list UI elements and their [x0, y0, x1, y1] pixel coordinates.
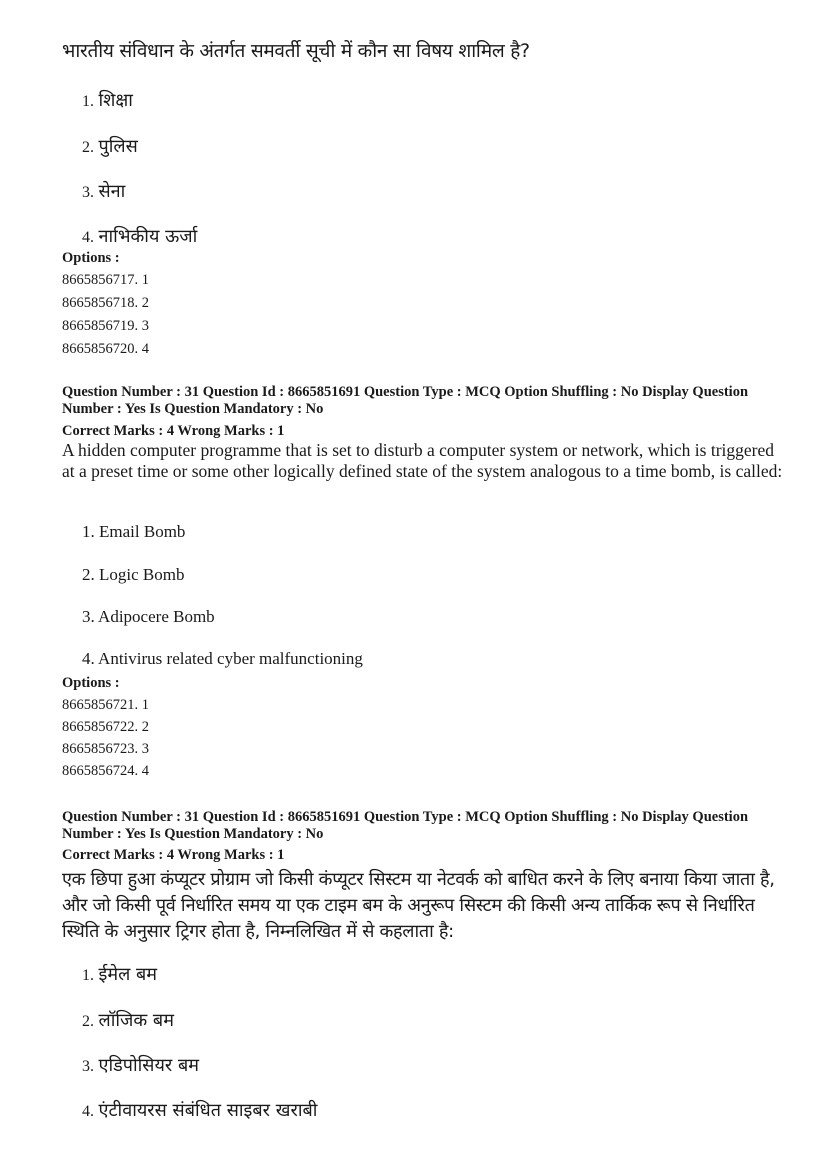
question-meta-line: Question Number : 31 Question Id : 8665851691 Question Type : MCQ Option Shuffling : No Display Question — [62, 384, 749, 400]
question-meta-line: Number : Yes Is Question Mandatory : No — [62, 826, 324, 842]
option-text: एडिपोसियर बम — [98, 1055, 200, 1076]
option-1 — [82, 88, 133, 112]
option-code: 8665856720. 4 — [62, 341, 149, 357]
option-4 — [82, 224, 197, 248]
option-number: 3. — [82, 1058, 94, 1075]
option-number: 2. — [82, 139, 94, 156]
option-text: लॉजिक बम — [98, 1010, 174, 1031]
option-code: 8665856724. 4 — [62, 763, 149, 779]
option-code: 8665856717. 1 — [62, 272, 149, 288]
option-code: 8665856722. 2 — [62, 719, 149, 735]
option-text: शिक्षा — [98, 90, 133, 111]
option-code: 8665856718. 2 — [62, 295, 149, 311]
option-code: 8665856719. 3 — [62, 318, 149, 334]
option-text: एंटीवायरस संबंधित साइबर खराबी — [98, 1100, 318, 1121]
option-2 — [82, 134, 138, 158]
option-number: 4. — [82, 1103, 94, 1120]
question-meta — [62, 384, 782, 418]
option-3 — [82, 179, 125, 203]
option-code: 8665856723. 3 — [62, 741, 149, 757]
question-meta-line: Question Number : 31 Question Id : 8665851691 Question Type : MCQ Option Shuffling : No Display Question — [62, 809, 749, 825]
option-number: 3. — [82, 184, 94, 201]
question-text-english: A hidden computer programme that is set to disturb a computer system or network, which is triggered at a preset time or some other logically defined state of the system analogous to a time bomb, is called: — [62, 440, 783, 481]
options-label: Options : — [62, 250, 120, 266]
option-text: पुलिस — [98, 136, 138, 157]
option-3: 3. Adipocere Bomb — [82, 607, 215, 626]
option-4: 4. Antivirus related cyber malfunctioning — [82, 649, 363, 668]
option-code: 8665856721. 1 — [62, 697, 149, 713]
question-text-hindi-1: भारतीय संविधान के अंतर्गत समवर्ती सूची में कौन सा विषय शामिल है? — [62, 40, 530, 62]
option-text: नाभिकीय ऊर्जा — [98, 226, 198, 247]
question-meta-line: Number : Yes Is Question Mandatory : No — [62, 401, 324, 417]
option-number: 1. — [82, 967, 94, 984]
option-1 — [82, 962, 157, 986]
question-text-hindi-3: एक छिपा हुआ कंप्यूटर प्रोग्राम जो किसी कंप्यूटर सिस्टम या नेटवर्क को बाधित करने के लिए बनाया किया जाता है, और जो किसी पूर्व निर्धारित समय या एक टाइम बम के अनुरूप सिस्टम की किसी अन्य तार्किक रूप से निर्धारित स्थिति के अनुसार ट्रिगर होता है, निम्नलिखित में से कहलाता है: — [62, 869, 775, 942]
option-text: ईमेल बम — [98, 964, 158, 985]
option-number: 2. — [82, 1013, 94, 1030]
option-2: 2. Logic Bomb — [82, 565, 185, 584]
option-number: 4. — [82, 229, 94, 246]
question-meta — [62, 809, 782, 843]
option-4 — [82, 1098, 317, 1122]
options-label: Options : — [62, 675, 120, 691]
option-3 — [82, 1053, 199, 1077]
marks-line: Correct Marks : 4 Wrong Marks : 1 — [62, 423, 285, 439]
option-2 — [82, 1008, 174, 1032]
option-number: 1. — [82, 93, 94, 110]
option-1: 1. Email Bomb — [82, 522, 186, 541]
option-text: सेना — [98, 181, 126, 202]
marks-line: Correct Marks : 4 Wrong Marks : 1 — [62, 847, 285, 863]
